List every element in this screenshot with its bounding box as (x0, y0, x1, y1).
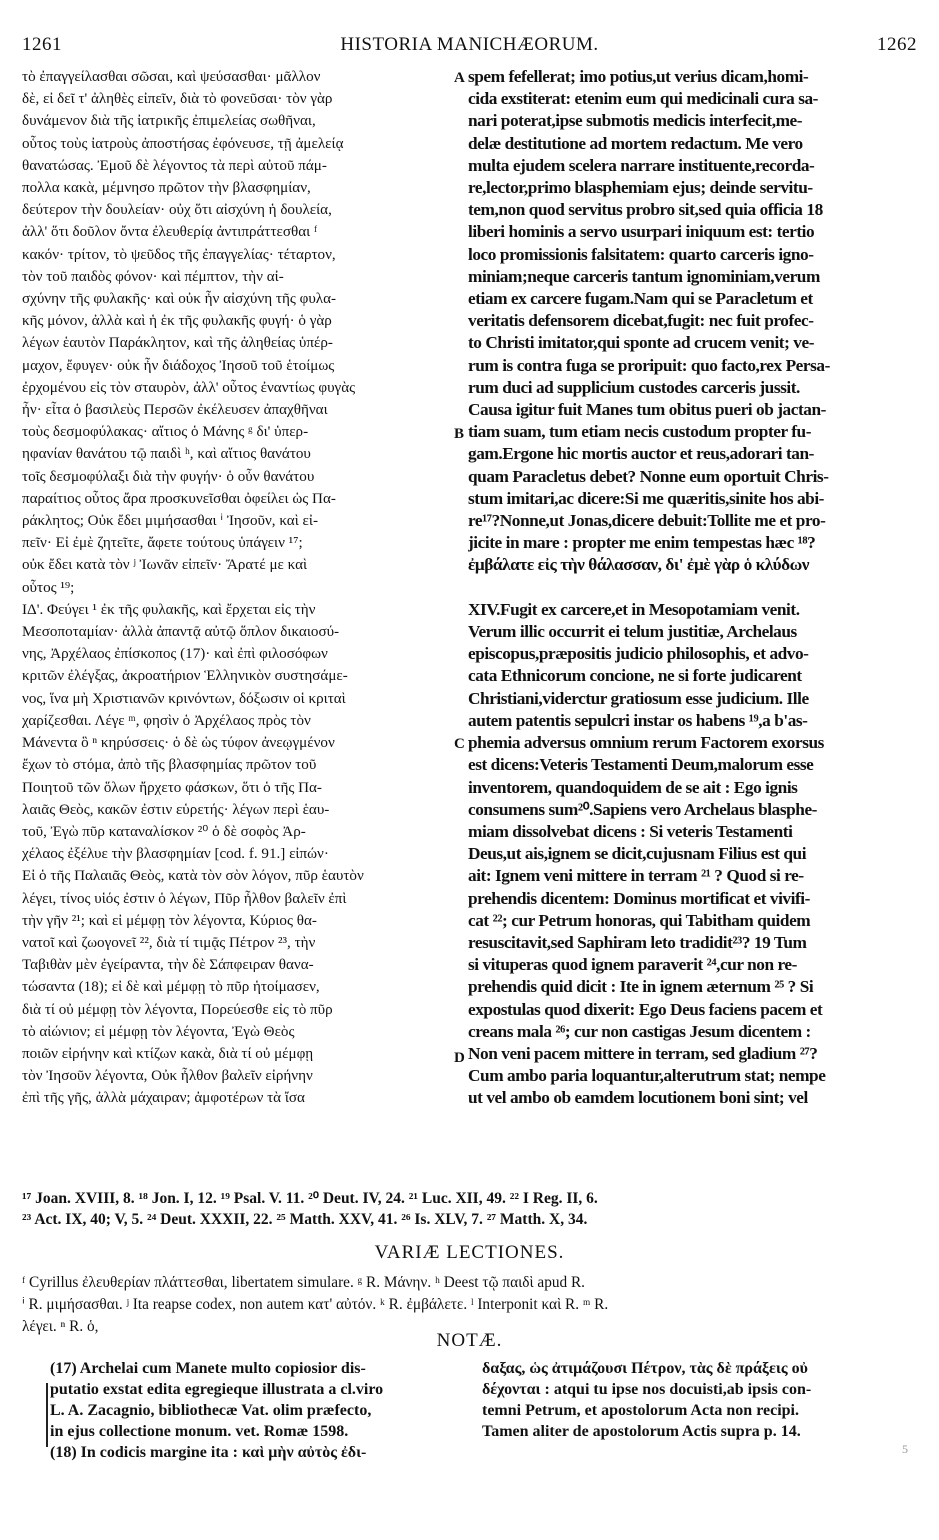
greek-text-line: ἐπὶ τῆς γῆς, ἀλλὰ μάχαιραν; ἀμφοτέρων τὰ ἴσα (22, 1090, 305, 1107)
latin-text-line: ἐμβάλατε εἰς τὴν θάλασσαν, δι' ἐμὲ γὰρ ὁ κλύδων (468, 555, 810, 575)
latin-text-line: ut vel ambo ob eamdem locutionem boni sint; vel (468, 1088, 808, 1108)
page-number-left: 1261 (22, 34, 62, 55)
greek-text-line: Ταβιθὰν μὲν ἐγείραντα, τὴν δὲ Σάπφειραν θανα- (22, 957, 314, 974)
page-header (22, 34, 917, 60)
greek-text-line: Μεσοποταμίαν· ἀλλὰ ἀπαντᾷ αὐτῷ ὅπλον δικαιοσύ- (22, 624, 340, 641)
greek-text-line: ἀλλ' ὅτι δοῦλον ὄντα ἐλευθερίᾳ ἀντιπράττεσθαι ᶠ (22, 224, 318, 241)
greek-text-line: τὸν Ἰησοῦν λέγοντα, Οὐκ ἦλθον βαλεῖν εἰρήνην (22, 1068, 313, 1085)
greek-text-line: δυνάμενον διὰ τῆς ἰατρικῆς ἐπιμελείας σωθῆναι, (22, 113, 316, 130)
note-line: (18) In codicis margine ita : καὶ μὴν αὐτὸς ἐδι- (50, 1444, 367, 1461)
greek-text-line: μαχον, ἔφυγεν· οὐκ ἦν διάδοχος Ἰησοῦ τοῦ ἑτοίμως (22, 357, 335, 374)
greek-text-line: πολλα κακὰ, μέμνησο πρῶτον τὴν βλασφημίαν, (22, 180, 311, 197)
greek-text-line: Ποιητοῦ τῶν ὅλων ἤρχετο φάσκων, ὅτι ὁ τῆς Πα- (22, 779, 322, 796)
note-line: Tamen aliter de apostolorum Actis supra p. 14. (482, 1423, 801, 1440)
latin-text-line: quam Paracletus debet? Nonne eum oportuit Chris- (468, 466, 829, 486)
latin-text-column (468, 66, 916, 1110)
greek-text-line: ΙΔ'. Φεύγει ¹ ἐκ τῆς φυλακῆς, καὶ ἔρχεται εἰς τὴν (22, 601, 316, 618)
latin-text-line: gam.Ergone hic mortis auctor et reus,adorari tan- (468, 444, 814, 464)
notes-right-column (482, 1358, 918, 1442)
latin-text-line: Causa igitur fuit Manes tum obitus pueri ob jactan- (468, 400, 826, 420)
greek-text-line: τὸ αἰώνιον; εἰ μέμφῃ τὸν λέγοντα, Ἐγὼ Θεὸς (22, 1023, 295, 1040)
latin-text-line: consumens sum²⁰.Sapiens vero Archelaus blasphe- (468, 799, 817, 819)
scripture-references (22, 1188, 917, 1230)
notae-title: NOTÆ. (436, 1330, 503, 1351)
corner-mark: 5 (902, 1442, 908, 1456)
greek-text-line: λέγων ἑαυτὸν Παράκλητον, καὶ τῆς ἀληθείας ὑπέρ- (22, 335, 333, 352)
latin-text-line: est dicens:Veteris Testamenti Deum,malorum esse (468, 755, 814, 775)
latin-text-line: si vituperas quod ignem paraverit ²⁴,cur non re- (468, 955, 797, 975)
greek-text-line: νατοῖ καὶ ζωογονεῖ ²², διὰ τί τιμᾷς Πέτρον ²³, τὴν (22, 934, 316, 951)
latin-text-line: cat ²²; cur Petrum honoras, qui Tabitham quidem (468, 910, 811, 930)
note-line: δαξας, ὡς ἀτιμάζουσι Πέτρον, τὰς δὲ πράξεις οὐ (482, 1360, 808, 1377)
latin-text-line: cata Ethnicorum concione, ne si forte judicarent (468, 666, 802, 686)
latin-text-line: expostulas quod dixerit: Ego Deus faciens pacem et (468, 999, 823, 1019)
greek-text-line: ἦν· εἶτα ὁ βασιλεὺς Περσῶν ἐκέλευσεν ἀπαχθῆναι (22, 402, 328, 419)
latin-text-line: cida exstiterat: etenim eum qui medicinali cura sa- (468, 89, 818, 109)
latin-text-line: nari poterat,ipse submotis medicis interfecit,me- (468, 111, 803, 131)
latin-text-line: episcopus,præpositis judicio philosophis, et advo- (468, 644, 809, 664)
latin-text-line: loco promissionis falsitatem: quarto carceris igno- (468, 244, 814, 264)
greek-text-line: χέλαος ἐξέλυε τὴν βλασφημίαν [cod. f. 91.] εἰπών· (22, 846, 329, 863)
variant-reading-line: ᶠ Cyrillus ἐλευθερίαν πλάττεσθαι, libertatem simulare. ᵍ R. Μάνην. ʰ Deest τῷ παιδὶ apud R. (22, 1274, 585, 1291)
latin-text-line (468, 577, 916, 599)
greek-text-line: θανατώσας. Ἐμοῦ δὲ λέγοντος τὰ περὶ αὐτοῦ πάμ- (22, 157, 327, 174)
latin-text-line: prehendis dicentem: Dominus mortificat et vivifi- (468, 888, 810, 908)
greek-text-line: ηφανίαν θανάτου τῷ παιδὶ ʰ, καὶ αἴτιος θανάτου (22, 446, 311, 463)
latin-text-line: autem patentis sepulcri instar os habens ¹⁹,a b'as- (468, 710, 808, 730)
greek-text-line: τοῦ, Ἐγὼ πῦρ καταναλίσκον ²⁰ ὁ δὲ σοφὸς Ἀρ- (22, 823, 306, 840)
greek-text-line: τὸ ἐπαγγείλασθαι σῶσαι, καὶ ψεύσασθαι· μᾶλλον (22, 69, 321, 85)
latin-text-line: miniam;neque carceris tantum ignominiam,verum (468, 266, 820, 286)
latin-text-line: rum is contra fuga se proripuit: quo facto,rex Persa- (468, 355, 830, 375)
note-line: (17) Archelai cum Manete multo copiosior dis- (50, 1360, 366, 1377)
greek-text-line: ποιῶν εἰρήνην καὶ κτίζων κακὰ, διὰ τί οὐ μέμφῃ (22, 1045, 314, 1062)
variant-reading-line: λέγει. ⁿ R. ὁ, (22, 1318, 99, 1335)
notes-left-column (50, 1358, 470, 1463)
greek-text-line: οὐκ ἔδει κατὰ τὸν ʲ Ἰωνᾶν εἰπεῖν· Ἄρατέ με καὶ (22, 557, 308, 574)
latin-text-line: to Christi imitator,qui sponte ad crucem venit; ve- (468, 333, 814, 353)
greek-text-line: κριτῶν ἐλέγξας, ἀκροατήριον Ἑλληνικὸν συστησάμε- (22, 668, 348, 685)
greek-text-line: τὸν τοῦ παιδὸς φόνον· καὶ πέμπτον, τὴν αἰ- (22, 268, 284, 285)
latin-text-line: Christiani,viderctur gratiosum esse judicium. Ille (468, 688, 809, 708)
greek-text-line: οὗτος ¹⁹; (22, 579, 75, 596)
latin-text-line: Deus,ut ais,ignem se dicit,cujusnam Filius est qui (468, 844, 807, 864)
latin-text-line: re,lector,primo blasphemiam ejus; deinde servitu- (468, 178, 813, 198)
greek-text-line: τὴν γῆν ²¹; καὶ εἰ μέμφῃ τὸν λέγοντα, Κύριος θα- (22, 912, 317, 929)
latin-text-line: prehendis quid dicit : Ite in ignem æternum ²⁵ ? Si (468, 977, 814, 997)
greek-text-column (22, 66, 465, 1110)
latin-text-line: tem,non quod servitus probro sit,sed quia officia 18 (468, 200, 823, 220)
variant-reading-line: ⁱ R. μιμήσασθαι. ʲ Ita reapse codex, non autem κατ' αὐτόν. ᵏ R. ἐμβάλετε. ˡ Interponit καὶ R. ᵐ R. (22, 1296, 609, 1313)
latin-text-line: liberi hominis a servo usurpari iniquum est: tertio (468, 222, 815, 242)
note-line: δέχονται : atqui tu ipse nos docuisti,ab ipsis con- (482, 1381, 812, 1398)
greek-text-line: ἐρχομένου εἰς τὸν σταυρὸν, ἀλλ' οὗτος ἐναντίως φυγὰς (22, 379, 356, 396)
latin-text-line: multa ejudem scelera narrare instituente,recorda- (468, 155, 815, 175)
variae-lectiones (22, 1272, 917, 1338)
latin-text-line: tiam suam, tum etiam necis custodum propter fu- (468, 422, 812, 442)
greek-text-line: λέγει, τίνος υἱός ἐστιν ὁ λέγων, Πῦρ ἦλθον βαλεῖν ἐπὶ (22, 890, 347, 907)
latin-text-line: phemia adversus omnium rerum Factorem exorsus (468, 733, 824, 753)
greek-text-line: λαιᾶς Θεὸς, κακῶν ἐστιν εὑρετής· λέγων περὶ ἑαυ- (22, 801, 330, 818)
greek-text-line: δεύτερον τὴν δουλείαν· οὐχ ὅτι αἰσχύνη ἡ δουλεία, (22, 202, 332, 219)
note-line: temni Petrum, et apostolorum Acta non recipi. (482, 1402, 799, 1419)
latin-text-line: re¹⁷?Nonne,ut Jonas,dicere debuit:Tollite me et pro- (468, 511, 826, 531)
page-number-right: 1262 (876, 34, 917, 55)
greek-text-line: παραίτιος οὗτος ἄρα προσκυνεῖσθαι ὀφείλει ὡς Πα- (22, 490, 336, 507)
greek-text-line: νης, Ἀρχέλαος ἐπίσκοπος (17)· καὶ ἐπὶ φιλοσόφων (22, 646, 328, 663)
scripture-reference-line: ¹⁷ Joan. XVIII, 8. ¹⁸ Jon. I, 12. ¹⁹ Psal. V. 11. ²⁰ Deut. IV, 24. ²¹ Luc. XII, 49. ²² I Reg. II, 6. (22, 1190, 598, 1207)
greek-text-line: Εἰ ὁ τῆς Παλαιᾶς Θεὸς, κατὰ τὸν σὸν λόγον, πῦρ ἑαυτὸν (22, 868, 364, 885)
greek-text-line: κῆς μόνον, ἀλλὰ καὶ ἡ ἐκ τῆς φυλακῆς φυγή· ὁ γὰρ (22, 313, 332, 330)
latin-text-line: Non veni pacem mittere in terram, sed gladium ²⁷? (468, 1043, 818, 1063)
latin-text-line: etiam ex carcere fugam.Nam qui se Paracletum et (468, 289, 813, 309)
latin-text-line: XIV.Fugit ex carcere,et in Mesopotamiam venit. (468, 599, 800, 619)
greek-text-line: δὲ, εἰ δεῖ τ' ἀληθὲς εἰπεῖν, διὰ τὸ φονεῦσαι· τὸν γὰρ (22, 91, 333, 108)
greek-text-line: οὗτος τοὺς ἰατροὺς ἀποστήσας ἐφόνευσε, τῇ ἀμελείᾳ (22, 135, 344, 152)
latin-text-line: stum imitari,ac dicere:Si me quæritis,sinite hos abi- (468, 488, 824, 508)
latin-text-line: creans mala ²⁶; cur non castigas Jesum dicentem : (468, 1021, 811, 1041)
greek-text-line: ἔχων τὸ στόμα, ἀπὸ τῆς βλασφημίας πρῶτον τοῦ (22, 757, 317, 774)
greek-text-line: κακόν· τρίτον, τὸ ψεῦδος τῆς ἐπαγγελίας· τέταρτον, (22, 246, 336, 263)
latin-text-line: ait: Ignem veni mittere in terram ²¹ ? Quod si re- (468, 866, 804, 886)
greek-text-line: σχύνην τῆς φυλακῆς· καὶ οὐκ ἦν αἰσχύνη τῆς φυλα- (22, 291, 337, 308)
greek-text-line: τοῖς δεσμοφύλαξι διὰ τὴν φυγήν· ὁ οὖν θανάτου (22, 468, 315, 485)
note-line: putatio exstat edita egregieque illustrata a cl.viro (50, 1381, 384, 1398)
variae-lectiones-title: VARIÆ LECTIONES. (374, 1242, 565, 1263)
note-line: in ejus collectione monum. vet. Romæ 1598. (50, 1423, 349, 1440)
latin-text-line: delæ destitutione ad mortem redactum. Me vero (468, 133, 803, 153)
margin-letter-b: B (454, 426, 465, 442)
latin-text-line: miam dissolvebat dicens : Si veteris Testamenti (468, 821, 793, 841)
margin-letter-d: D (454, 1050, 465, 1066)
scripture-reference-line: ²³ Act. IX, 40; V, 5. ²⁴ Deut. XXXII, 22. ²⁵ Matth. XXV, 41. ²⁶ Is. XLV, 7. ²⁷ Matth. X, 34. (22, 1211, 588, 1228)
latin-text-line: rum duci ad supplicium custodes carceris jussit. (468, 377, 800, 397)
greek-text-line: ράκλητος; Οὐκ ἔδει μιμήσασθαι ⁱ Ἰησοῦν, καὶ εἰ- (22, 513, 318, 530)
greek-text-line: πεῖν· Εἰ ἐμὲ ζητεῖτε, ἄφετε τούτους ὑπάγειν ¹⁷; (22, 535, 303, 552)
latin-text-line: resuscitavit,sed Saphiram leto tradidit²³? 19 Tum (468, 932, 807, 952)
latin-text-line: veritatis defensorem dicebat,fugit: nec fuit profec- (468, 311, 814, 331)
greek-text-line: τώσαντα (18); εἰ δὲ καὶ μέμφῃ τὸ πῦρ ἡτοίμασεν, (22, 979, 320, 996)
margin-letter-a: A (454, 70, 465, 86)
latin-text-line: spem fefellerat; imo potius,ut verius dicam,homi- (468, 67, 809, 86)
note-line: L. A. Zacagnio, bibliothecæ Vat. olim præfecto, (50, 1402, 372, 1419)
greek-text-line: χαρίζεσθαι. Λέγε ᵐ, φησὶν ὁ Ἀρχέλαος πρὸς τὸν (22, 712, 311, 729)
latin-text-line: Cum ambo paria loquantur,alterutrum stat; nempe (468, 1066, 826, 1086)
greek-text-line: τοὺς δεσμοφύλακας· αἴτιος ὁ Μάνης ᵍ δι' ὑπερ- (22, 424, 309, 441)
latin-text-line: Verum illic occurrit ei telum justitiæ, Archelaus (468, 622, 797, 642)
greek-text-line: Μάνεντα ὃ ⁿ κηρύσσεις· ὁ δὲ ὡς τύφον ἀνεῳγμένον (22, 735, 335, 752)
margin-rule (46, 1383, 48, 1447)
greek-text-line: νος, ἵνα μὴ Χριστιανῶν κρινόντων, δόξωσιν οἱ κριταὶ (22, 690, 346, 707)
margin-letter-c: C (454, 736, 465, 752)
latin-text-line: jicite in mare : propter me enim tempestas hæc ¹⁸? (468, 533, 816, 553)
running-title: HISTORIA MANICHÆORUM. (340, 34, 599, 55)
greek-text-line: διὰ τί οὐ μέμφῃ τὸν λέγοντα, Πορεύεσθε εἰς τὸ πῦρ (22, 1001, 333, 1018)
latin-text-line: inventorem, quandoquidem de se ait : Ego ignis (468, 777, 798, 797)
